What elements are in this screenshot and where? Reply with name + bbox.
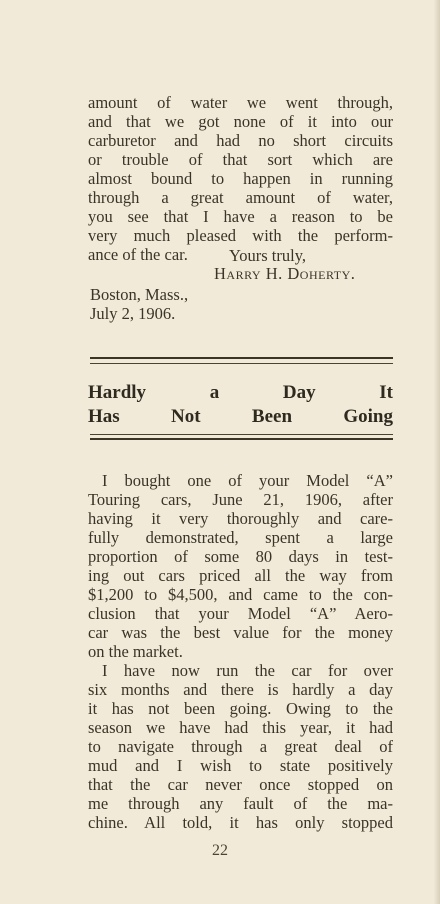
letter-place: Boston, Mass., [90,285,189,304]
top-rule-inner [90,363,393,364]
text-line: I bought one of your Model “A” [102,471,393,490]
text-line: you see that I have a reason to be [88,207,393,226]
letter-closing: Yours truly, [229,246,307,265]
text-line: to navigate through a great deal of [88,737,393,756]
text-line: fully demonstrated, spent a large [88,528,393,547]
letter-signature: Harry H. Doherty. [214,264,356,283]
text-line: amount of water we went through, [88,93,393,112]
text-line: Touring cars, June 21, 1906, after [88,490,393,509]
section-heading-line2: Has Not Been Going [88,406,393,427]
text-line: mud and I wish to state positively [88,756,393,775]
text-line: very much pleased with the perform- [88,226,393,245]
text-line: clusion that your Model “A” Aero- [88,604,393,623]
text-line: or trouble of that sort which are [88,150,393,169]
top-rule [90,357,393,359]
text-line: it has not been going. Owing to the [88,699,393,718]
text-line: through a great amount of water, [88,188,393,207]
bottom-rule-inner [90,434,393,435]
text-line: ance of the car. [88,245,188,264]
letter-date: July 2, 1906. [90,304,176,323]
text-line: that the car never once stopped on [88,775,393,794]
text-line: me through any fault of the ma- [88,794,393,813]
text-line: ing out cars priced all the way from [88,566,393,585]
text-line: on the market. [88,642,183,661]
text-line: six months and there is hardly a day [88,680,393,699]
page-number: 22 [212,842,228,859]
text-line: chine. All told, it has only stopped [88,813,393,832]
section-heading-line1: Hardly a Day It [88,382,393,403]
bottom-rule [90,438,393,440]
text-line: having it very thoroughly and care- [88,509,393,528]
text-line: $1,200 to $4,500, and came to the con- [88,585,393,604]
text-line: proportion of some 80 days in test- [88,547,393,566]
text-line: car was the best value for the money [88,623,393,642]
text-line: and that we got none of it into our [88,112,393,131]
text-line: carburetor and had no short circuits [88,131,393,150]
page-edge-shadow [434,0,440,904]
text-line: I have now run the car for over [102,661,393,680]
text-line: season we have had this year, it had [88,718,393,737]
text-line: almost bound to happen in running [88,169,393,188]
